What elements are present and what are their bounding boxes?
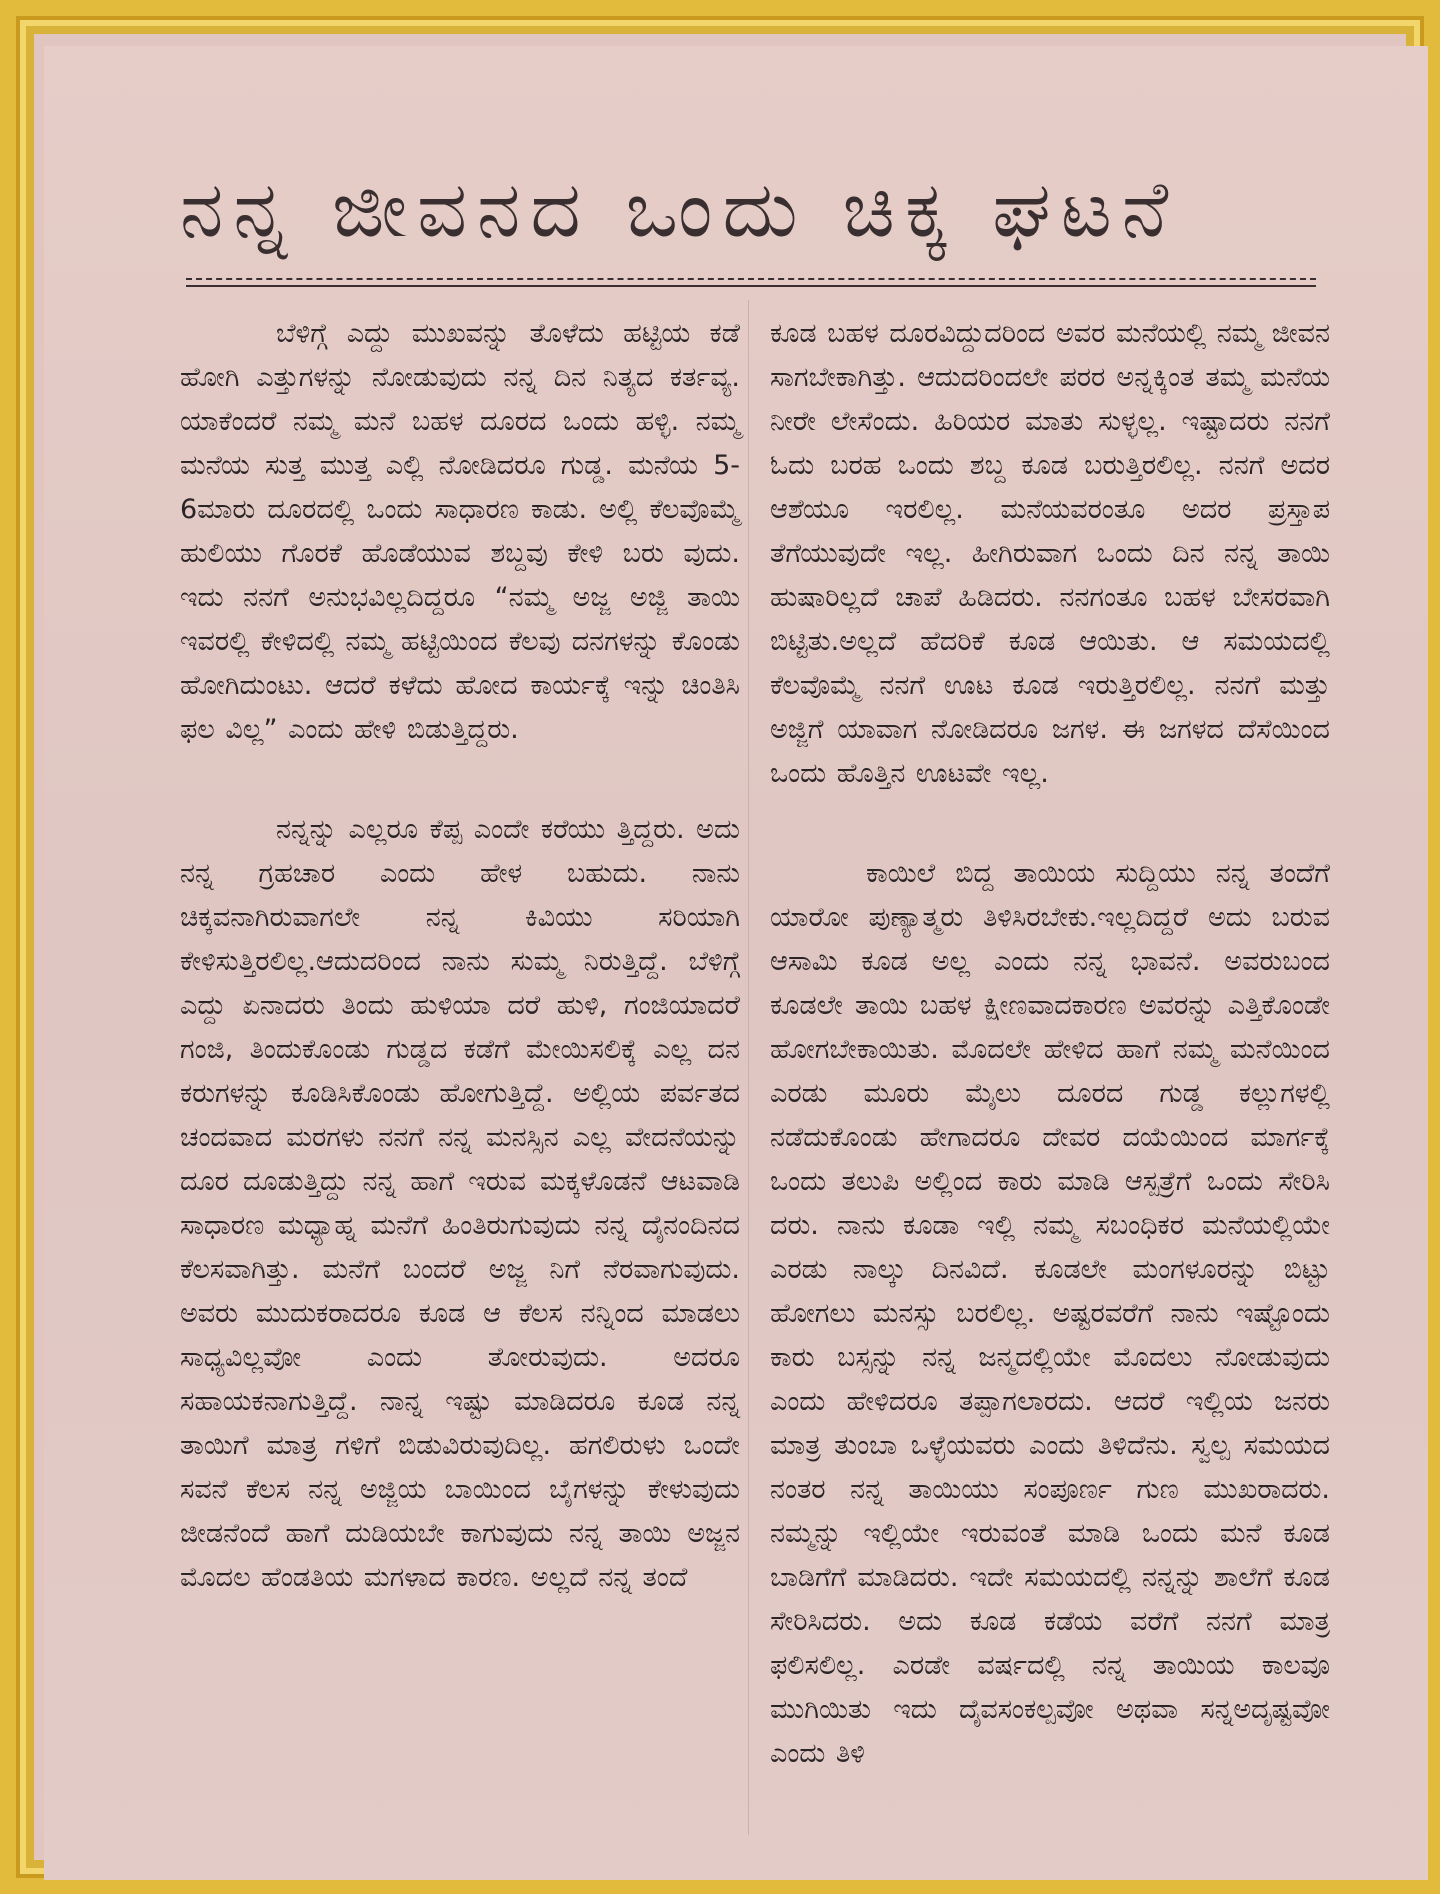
left-column <box>180 312 740 1600</box>
column-divider <box>748 300 749 1835</box>
paragraph-2: ನನ್ನನ್ನು ಎಲ್ಲರೂ ಕೆಪ್ಪ ಎಂದೇ ಕರೆಯು ತ್ತಿದ್ದರು. ಅದು ನನ್ನ ಗ್ರಹಚಾರ ಎಂದು ಹೇಳ ಬಹುದು. ನಾನು ಚಿಕ್ಕವನಾಗಿರುವಾಗಲೇ ನನ್ನ ಕಿವಿಯು ಸರಿಯಾಗಿ ಕೇಳಿಸುತ್ತಿರಲಿಲ್ಲ.ಆದುದರಿಂದ ನಾನು ಸುಮ್ಮ ನಿರುತ್ತಿದ್ದೆ. ಬೆಳಿಗ್ಗೆ ಎದ್ದು ಏನಾದರು ತಿಂದು ಹುಳಿಯಾ ದರೆ ಹುಳಿ, ಗಂಜಿಯಾದರೆ ಗಂಜಿ, ತಿಂದುಕೊಂಡು ಗುಡ್ಡದ ಕಡೆಗೆ ಮೇಯಿಸಲಿಕ್ಕೆ ಎಲ್ಲ ದನ ಕರುಗಳನ್ನು ಕೂಡಿಸಿಕೊಂಡು ಹೋಗುತ್ತಿದ್ದೆ. ಅಲ್ಲಿಯ ಪರ್ವತದ ಚಂದವಾದ ಮರಗಳು ನನಗೆ ನನ್ನ ಮನಸ್ಸಿನ ಎಲ್ಲ ವೇದನೆಯನ್ನು ದೂರ ದೂಡುತ್ತಿದ್ದು ನನ್ನ ಹಾಗೆ ಇರುವ ಮಕ್ಕಳೊಡನೆ ಆಟವಾಡಿ ಸಾಧಾರಣ ಮಧ್ಯಾಹ್ನ ಮನೆಗೆ ಹಿಂತಿರುಗುವುದು ನನ್ನ ದೈನಂದಿನದ ಕೆಲಸವಾಗಿತ್ತು. ಮನೆಗೆ ಬಂದರೆ ಅಜ್ಜ ನಿಗೆ ನೆರವಾಗುವುದು. ಅವರು ಮುದುಕರಾದರೂ ಕೂಡ ಆ ಕೆಲಸ ನನ್ನಿಂದ ಮಾಡಲು ಸಾಧ್ಯವಿಲ್ಲವೋ ಎಂದು ತೋರುವುದು. ಅದರೂ ಸಹಾಯಕನಾಗುತ್ತಿದ್ದೆ. ನಾನ್ನ ಇಷ್ಟು ಮಾಡಿದರೂ ಕೂಡ ನನ್ನ ತಾಯಿಗೆ ಮಾತ್ರ ಗಳಿಗೆ ಬಿಡುವಿರುವುದಿಲ್ಲ. ಹಗಲಿರುಳು ಒಂದೇ ಸವನೆ ಕೆಲಸ ನನ್ನ ಅಜ್ಜಿಯ ಬಾಯಿಂದ ಬೈಗಳನ್ನು ಕೇಳುವುದು ಜೀಡನೆಂದೆ ಹಾಗೆ ದುಡಿಯಬೇ ಕಾಗುವುದು ನನ್ನ ತಾಯಿ ಅಜ್ಜನ ಮೊದಲ ಹೆಂಡತಿಯ ಮಗಳಾದ ಕಾರಣ. ಅಲ್ಲದೆ ನನ್ನ ತಂದೆ <box>180 814 740 1593</box>
right-column <box>770 312 1330 1776</box>
title-rule-solid <box>186 285 1316 287</box>
paragraph-4: ಕಾಯಿಲೆ ಬಿದ್ದ ತಾಯಿಯ ಸುದ್ದಿಯು ನನ್ನ ತಂದೆಗೆ ಯಾರೋ ಪುಣ್ಯಾತ್ಮರು ತಿಳಿಸಿರಬೇಕು.ಇಲ್ಲದಿದ್ದರೆ ಅದು ಬರುವ ಆಸಾಮಿ ಕೂಡ ಅಲ್ಲ ಎಂದು ನನ್ನ ಭಾವನೆ. ಅವರುಬಂದ ಕೂಡಲೇ ತಾಯಿ ಬಹಳ ಕ್ಷೀಣವಾದಕಾರಣ ಅವರನ್ನು ಎತ್ತಿಕೊಂಡೇ ಹೋಗಬೇಕಾಯಿತು. ಮೊದಲೇ ಹೇಳಿದ ಹಾಗೆ ನಮ್ಮ ಮನೆಯಿಂದ ಎರಡು ಮೂರು ಮೈಲು ದೂರದ ಗುಡ್ಡ ಕಲ್ಲುಗಳಲ್ಲಿ ನಡೆದುಕೊಂಡು ಹೇಗಾದರೂ ದೇವರ ದಯೆಯಿಂದ ಮಾರ್ಗಕ್ಕೆ ಒಂದು ತಲುಪಿ ಅಲ್ಲಿಂದ ಕಾರು ಮಾಡಿ ಆಸ್ಪತ್ರೆಗೆ ಒಂದು ಸೇರಿಸಿ ದರು. ನಾನು ಕೂಡಾ ಇಲ್ಲಿ ನಮ್ಮ ಸಬಂಧಿಕರ ಮನೆಯಲ್ಲಿಯೇ ಎರಡು ನಾಲ್ಕು ದಿನವಿದೆ. ಕೂಡಲೇ ಮಂಗಳೂರನ್ನು ಬಿಟ್ಟು ಹೋಗಲು ಮನಸ್ಸು ಬರಲಿಲ್ಲ. ಅಷ್ಟರವರೆಗೆ ನಾನು ಇಷ್ಟೊಂದು ಕಾರು ಬಸ್ಸನ್ನು ನನ್ನ ಜನ್ಮದಲ್ಲಿಯೇ ಮೊದಲು ನೋಡುವುದು ಎಂದು ಹೇಳಿದರೂ ತಪ್ಪಾಗಲಾರದು. ಆದರೆ ಇಲ್ಲಿಯ ಜನರು ಮಾತ್ರ ತುಂಬಾ ಒಳ್ಳೆಯವರು ಎಂದು ತಿಳಿದೆನು. ಸ್ವಲ್ಪ ಸಮಯದ ನಂತರ ನನ್ನ ತಾಯಿಯು ಸಂಪೂರ್ಣ ಗುಣ ಮುಖರಾದರು. ನಮ್ಮನ್ನು ಇಲ್ಲಿಯೇ ಇರುವಂತೆ ಮಾಡಿ ಒಂದು ಮನೆ ಕೂಡ ಬಾಡಿಗೆಗೆ ಮಾಡಿದರು. ಇದೇ ಸಮಯದಲ್ಲಿ ನನ್ನನ್ನು ಶಾಲೆಗೆ ಕೂಡ ಸೇರಿಸಿದರು. ಅದು ಕೂಡ ಕಡೆಯ ವರೆಗೆ ನನಗೆ ಮಾತ್ರ ಫಲಿಸಲಿಲ್ಲ. ಎರಡೇ ವರ್ಷದಲ್ಲಿ ನನ್ನ ತಾಯಿಯ ಕಾಲವೂ ಮುಗಿಯಿತು ಇದು ದೈವಸಂಕಲ್ಪವೋ ಅಥವಾ ಸನ್ನಅದೃಷ್ಟವೋ ಎಂದು ತಿಳಿ <box>770 858 1330 1769</box>
paragraph-1: ಬೆಳಿಗ್ಗೆ ಎದ್ದು ಮುಖವನ್ನು ತೊಳೆದು ಹಟ್ಟಿಯ ಕಡೆ ಹೋಗಿ ಎತ್ತುಗಳನ್ನು ನೋಡುವುದು ನನ್ನ ದಿನ ನಿತ್ಯದ ಕರ್ತವ್ಯ. ಯಾಕೆಂದರೆ ನಮ್ಮ ಮನೆ ಬಹಳ ದೂರದ ಒಂದು ಹಳ್ಳಿ. ನಮ್ಮ ಮನೆಯ ಸುತ್ತ ಮುತ್ತ ಎಲ್ಲಿ ನೋಡಿದರೂ ಗುಡ್ಡ. ಮನೆಯ 5-6ಮಾರು ದೂರದಲ್ಲಿ ಒಂದು ಸಾಧಾರಣ ಕಾಡು. ಅಲ್ಲಿ ಕೆಲವೊಮ್ಮೆ ಹುಲಿಯು ಗೊರಕೆ ಹೊಡೆಯುವ ಶಬ್ದವು ಕೇಳಿ ಬರು ವುದು. ಇದು ನನಗೆ ಅನುಭವಿಲ್ಲದಿದ್ದರೂ “ನಮ್ಮ ಅಜ್ಜ ಅಜ್ಜಿ ತಾಯಿ ಇವರಲ್ಲಿ ಕೇಳಿದಲ್ಲಿ ನಮ್ಮ ಹಟ್ಟಿಯಿಂದ ಕೆಲವು ದನಗಳನ್ನು ಕೊಂಡು ಹೋಗಿದುಂಟು. ಆದರೆ ಕಳೆದು ಹೋದ ಕಾರ್ಯಕ್ಕೆ ಇನ್ನು ಚಿಂತಿಸಿ ಫಲ ವಿಲ್ಲ” ಎಂದು ಹೇಳಿ ಬಿಡುತ್ತಿದ್ದರು. <box>180 318 740 745</box>
article-title: ನನ್ನ ಜೀವನದ ಒಂದು ಚಿಕ್ಕ ಘಟನೆ <box>180 165 1179 255</box>
title-rule-dashed <box>186 278 1316 280</box>
paragraph-3: ಕೂಡ ಬಹಳ ದೂರವಿದ್ದುದರಿಂದ ಅವರ ಮನೆಯಲ್ಲಿ ನಮ್ಮ ಜೀವನ ಸಾಗಬೇಕಾಗಿತ್ತು. ಆದುದರಿಂದಲೇ ಪರರ ಅನ್ನಕ್ಕಿಂತ ತಮ್ಮ ಮನೆಯ ನೀರೇ ಲೇಸೆಂದು. ಹಿರಿಯರ ಮಾತು ಸುಳ್ಳಲ್ಲ. ಇಷ್ಟಾದರು ನನಗೆ ಓದು ಬರಹ ಒಂದು ಶಬ್ದ ಕೂಡ ಬರುತ್ತಿರಲಿಲ್ಲ. ನನಗೆ ಅದರ ಆಶೆಯೂ ಇರಲಿಲ್ಲ. ಮನೆಯವರಂತೂ ಅದರ ಪ್ರಸ್ತಾಪ ತೆಗೆಯುವುದೇ ಇಲ್ಲ. ಹೀಗಿರುವಾಗ ಒಂದು ದಿನ ನನ್ನ ತಾಯಿ ಹುಷಾರಿಲ್ಲದೆ ಚಾಪೆ ಹಿಡಿದರು. ನನಗಂತೂ ಬಹಳ ಬೇಸರವಾಗಿ ಬಿಟ್ಟಿತು.ಅಲ್ಲದೆ ಹೆದರಿಕೆ ಕೂಡ ಆಯಿತು. ಆ ಸಮಯದಲ್ಲಿ ಕೆಲವೊಮ್ಮೆ ನನಗೆ ಊಟ ಕೂಡ ಇರುತ್ತಿರಲಿಲ್ಲ. ನನಗೆ ಮತ್ತು ಅಜ್ಜಿಗೆ ಯಾವಾಗ ನೋಡಿದರೂ ಜಗಳ. ಈ ಜಗಳದ ದೆಸೆಯಿಂದ ಒಂದು ಹೊತ್ತಿನ ಊಟವೇ ಇಲ್ಲ. <box>770 318 1330 789</box>
